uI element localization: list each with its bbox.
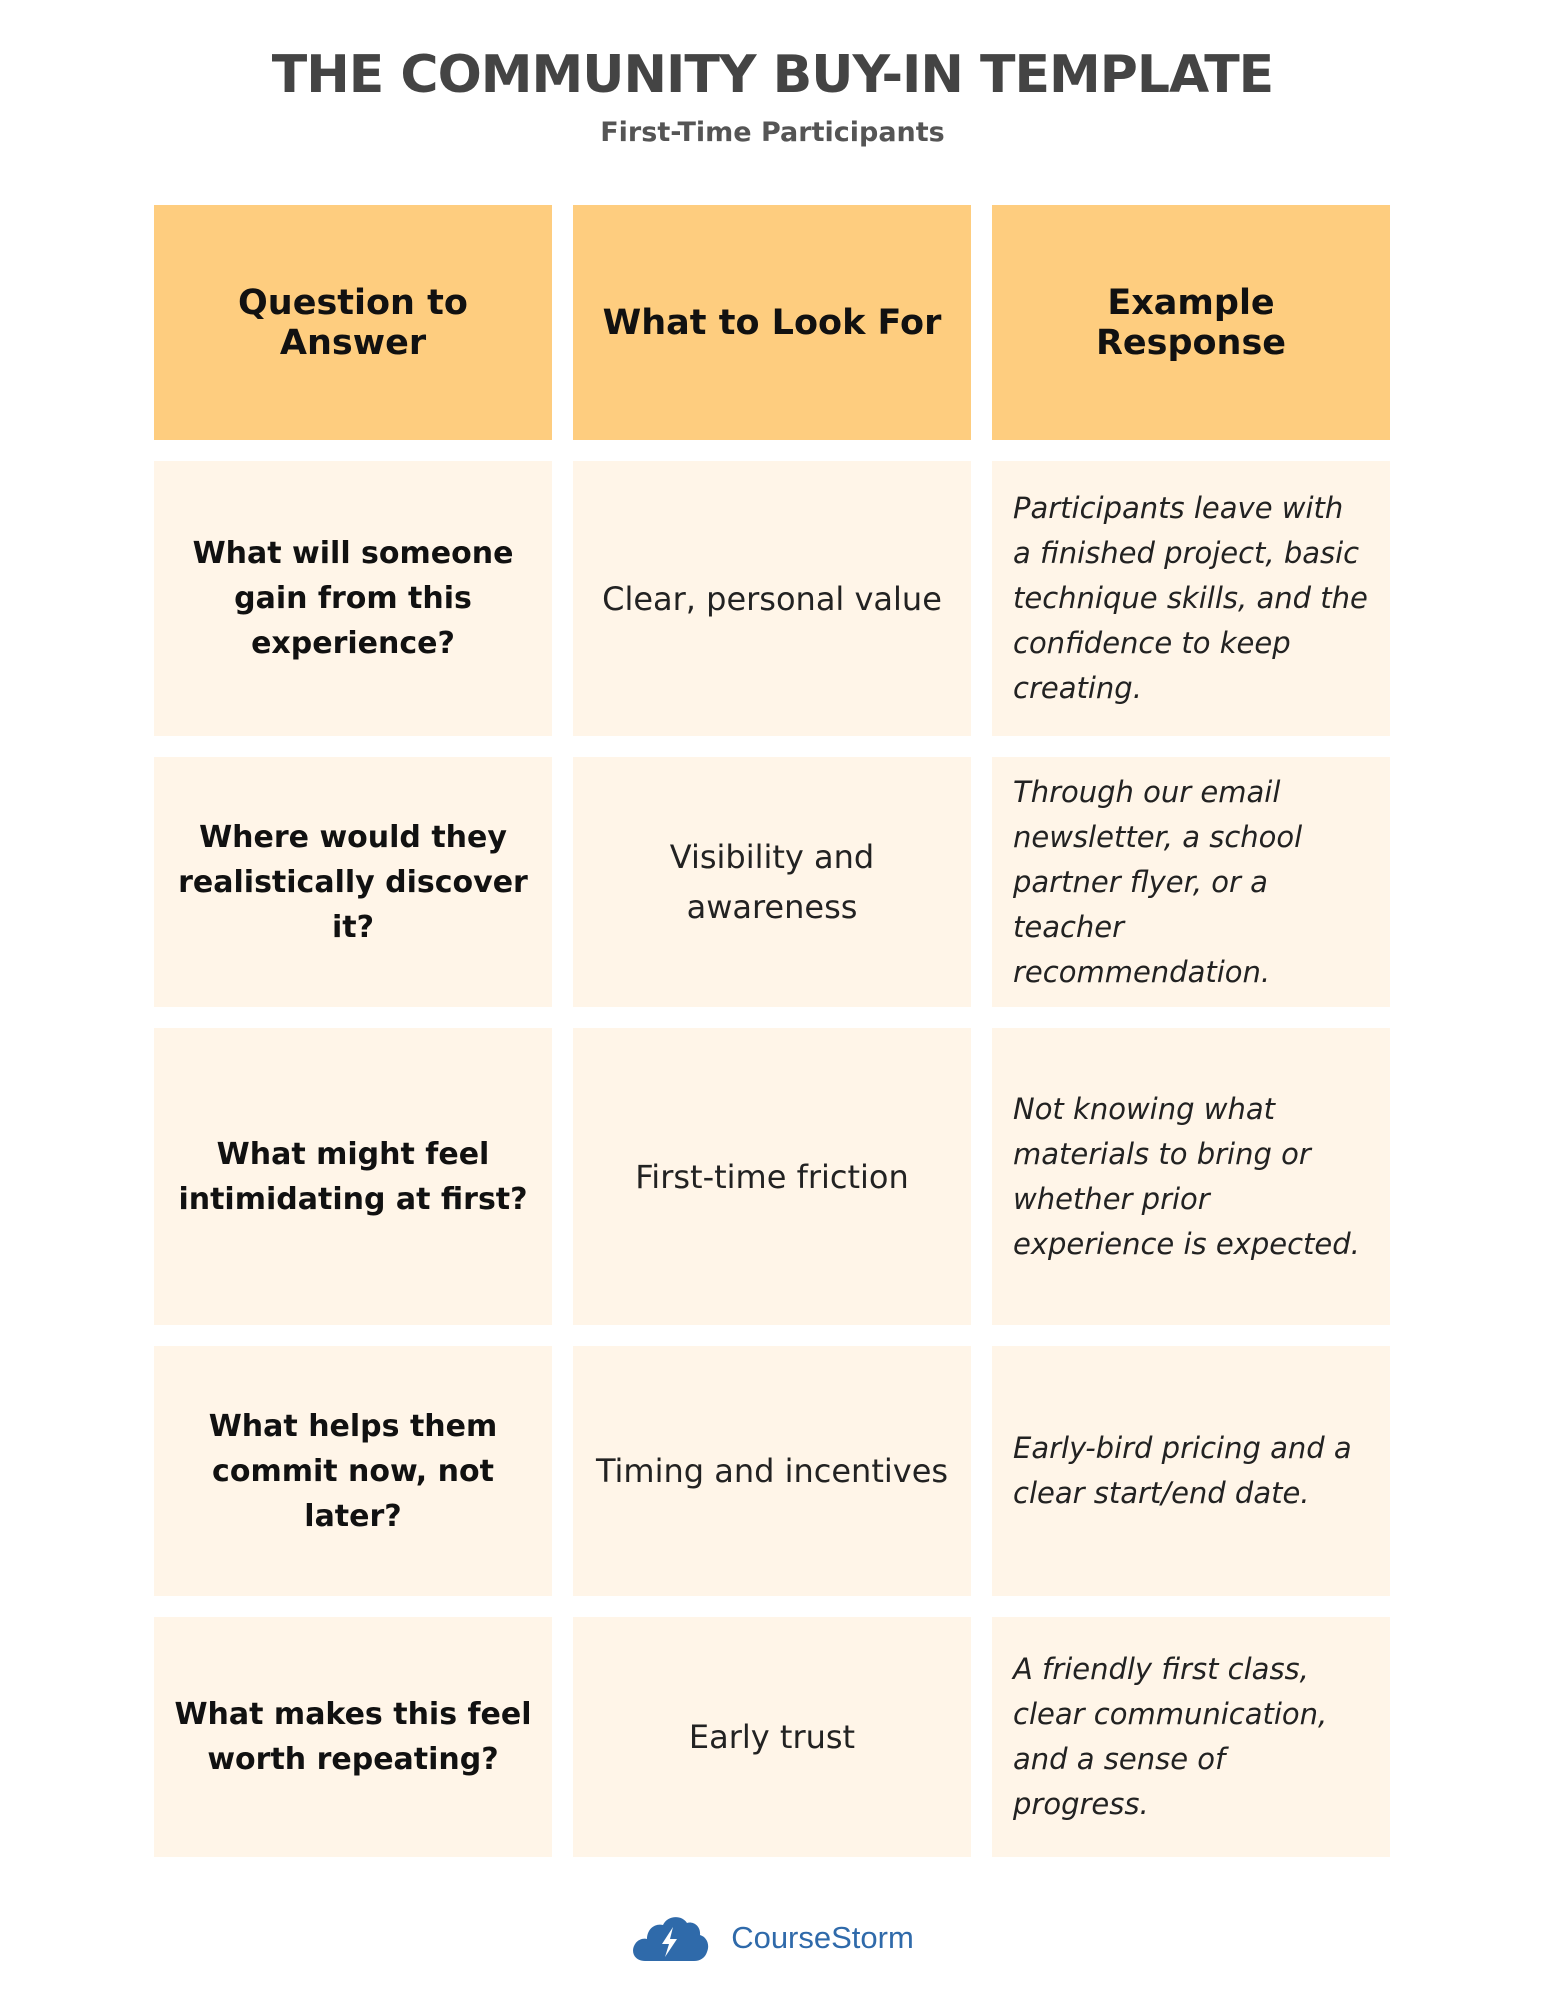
row-3-question: What might feel intimidating at first? bbox=[154, 1028, 552, 1325]
row-1-look-for: Clear, personal value bbox=[573, 461, 971, 736]
row-4-example: Early-bird pricing and a clear start/end date. bbox=[992, 1346, 1390, 1596]
footer-brand bbox=[0, 1908, 1545, 1968]
row-4-question: What helps them commit now, not later? bbox=[154, 1346, 552, 1596]
row-1-example: Participants leave with a finished project, basic technique skills, and the confidence to keep creating. bbox=[992, 461, 1390, 736]
column-header-example: Example Response bbox=[992, 205, 1390, 440]
row-2-example: Through our email newsletter, a school partner flyer, or a teacher recommendation. bbox=[992, 757, 1390, 1007]
brand-name: CourseStorm bbox=[731, 1920, 914, 1955]
row-4-look-for: Timing and incentives bbox=[573, 1346, 971, 1596]
row-1-question: What will someone gain from this experience? bbox=[154, 461, 552, 736]
row-2-look-for: Visibility and awareness bbox=[573, 757, 971, 1007]
template-table bbox=[154, 205, 1390, 1857]
page-title: THE COMMUNITY BUY-IN TEMPLATE bbox=[271, 45, 1274, 105]
row-3-example: Not knowing what materials to bring or whether prior experience is expected. bbox=[992, 1028, 1390, 1325]
page-subtitle: First-Time Participants bbox=[600, 117, 945, 148]
column-header-look-for: What to Look For bbox=[573, 205, 971, 440]
column-header-question: Question to Answer bbox=[154, 205, 552, 440]
row-5-example: A friendly first class, clear communication, and a sense of progress. bbox=[992, 1617, 1390, 1857]
cloud-lightning-icon bbox=[631, 1913, 709, 1963]
row-3-look-for: First-time friction bbox=[573, 1028, 971, 1325]
row-5-look-for: Early trust bbox=[573, 1617, 971, 1857]
row-2-question: Where would they realistically discover it? bbox=[154, 757, 552, 1007]
row-5-question: What makes this feel worth repeating? bbox=[154, 1617, 552, 1857]
